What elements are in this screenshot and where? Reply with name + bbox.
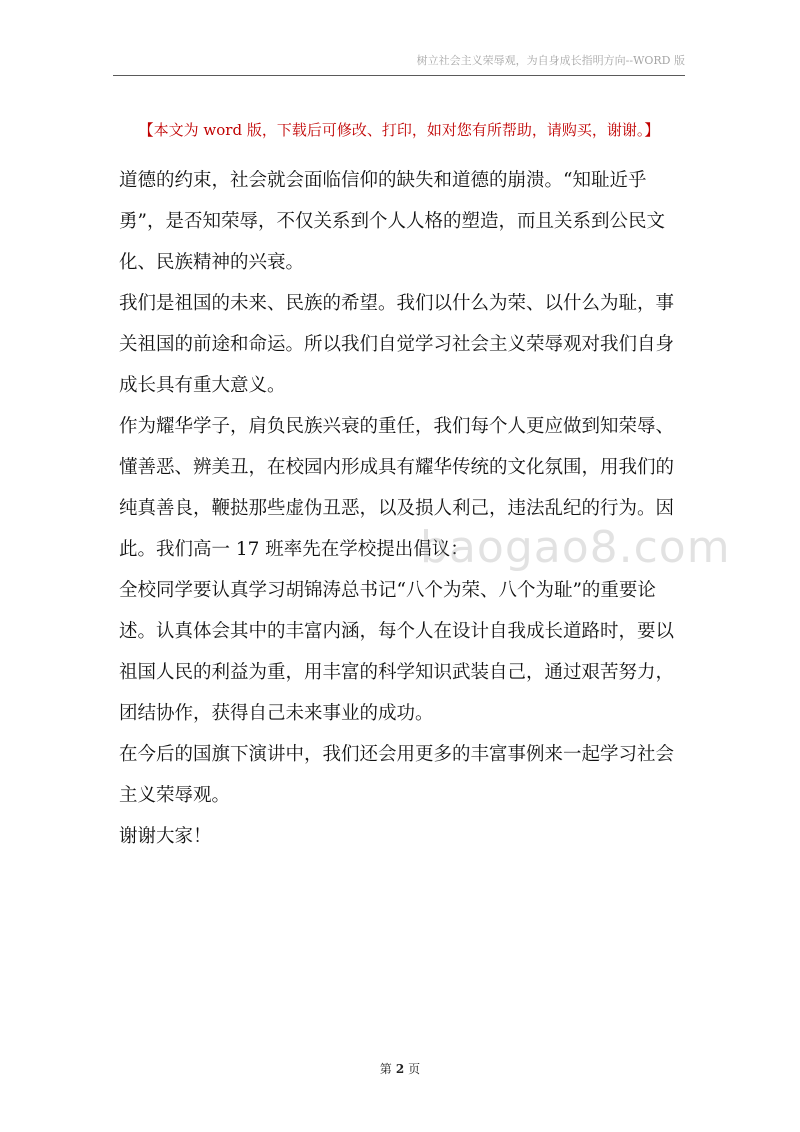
footer-prefix: 第 <box>379 1062 392 1076</box>
paragraph-2: 我们是祖国的未来、民族的希望。我们以什么为荣、以什么为耻，事关祖国的前途和命运。所以我们自觉学习社会主义荣辱观对我们自身成长具有重大意义。 <box>119 293 675 396</box>
paragraph-1: 道德的约束，社会就会面临信仰的缺失和道德的崩溃。“知耻近乎勇”，是否知荣辱，不仅关系到个人人格的塑造，而且关系到公民文化、民族精神的兴衰。 <box>119 170 665 273</box>
footer-suffix: 页 <box>408 1062 421 1076</box>
paragraph-3: 作为耀华学子，肩负民族兴衰的重任，我们每个人更应做到知荣辱、懂善恶、辨美丑，在校园内形成具有耀华传统的文化氛围，用我们的纯真善良，鞭挞那些虚伪丑恶，以及损人利己，违法乱纪的行为。因此。我们高一 17 班率先在学校提出倡议： <box>119 416 675 560</box>
watermark: baogao8.com <box>420 522 731 573</box>
header-divider <box>113 75 685 76</box>
page-header-title: 树立社会主义荣辱观，为自身成长指明方向--WORD 版 <box>416 54 685 67</box>
page-number: 2 <box>395 1062 405 1076</box>
document-body <box>119 160 691 857</box>
paragraph-5: 在今后的国旗下演讲中，我们还会用更多的丰富事例来一起学习社会主义荣辱观。 <box>119 744 675 806</box>
download-notice: 【本文为 word 版，下载后可修改、打印，如对您有所帮助，请购买，谢谢。】 <box>138 121 660 139</box>
paragraph-6: 谢谢大家！ <box>119 826 212 847</box>
page-footer <box>0 1060 800 1077</box>
paragraph-4: 全校同学要认真学习胡锦涛总书记“八个为荣、八个为耻”的重要论述。认真体会其中的丰富内涵，每个人在设计自我成长道路时，要以祖国人民的利益为重，用丰富的科学知识武装自己，通过艰苦努力，团结协作，获得自己未来事业的成功。 <box>119 580 675 724</box>
